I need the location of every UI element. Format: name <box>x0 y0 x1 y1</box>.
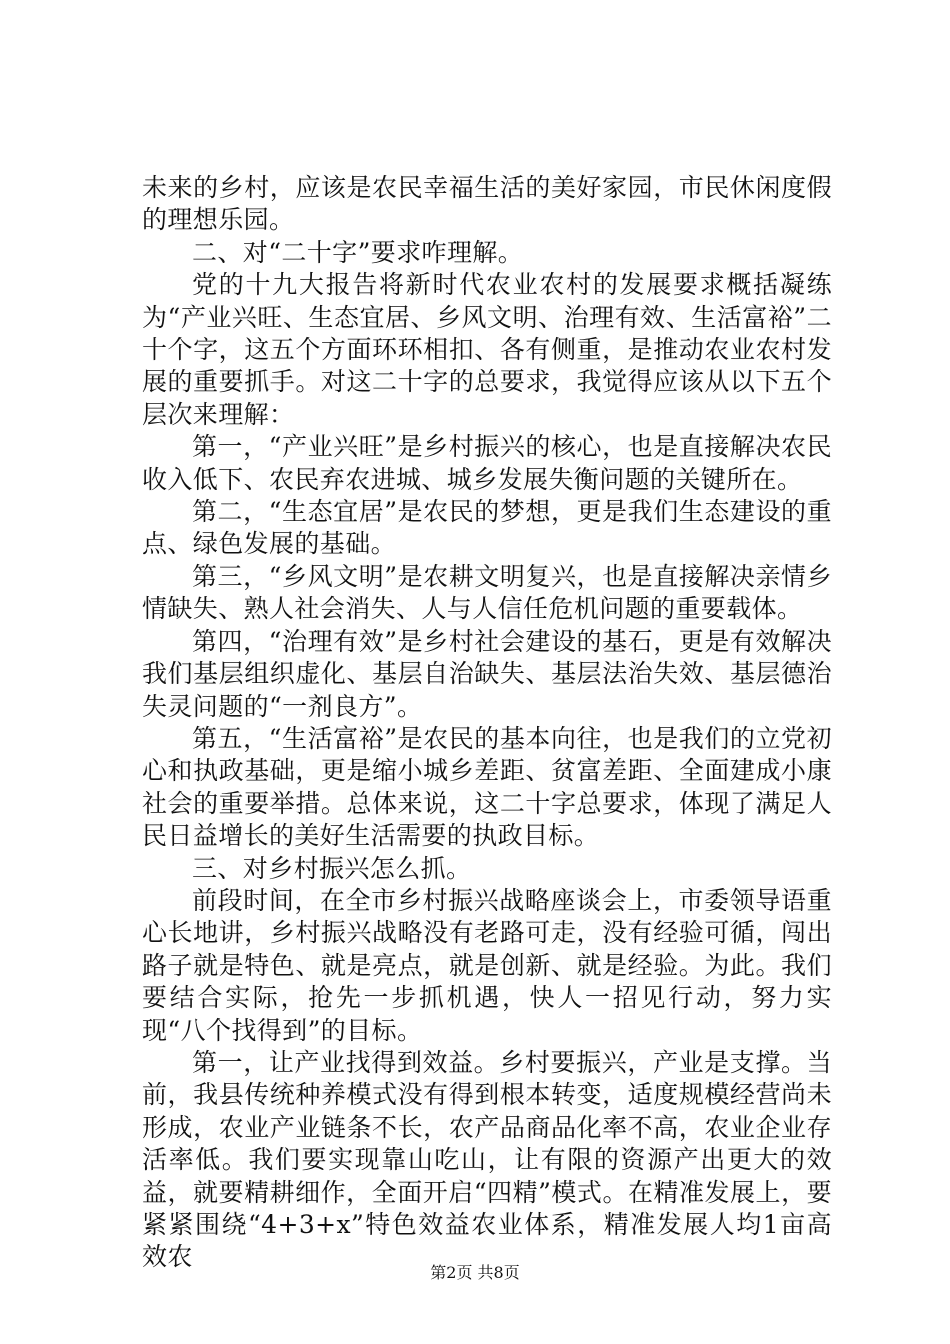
section-heading-three: 三、对乡村振兴怎么抓。 <box>192 853 472 883</box>
paragraph-continuation: 未来的乡村，应该是农民幸福生活的美好家园，市民休闲度假的理想乐园。 <box>142 173 832 235</box>
paragraph: 第三，“乡风文明”是农耕文明复兴，也是直接解决亲情乡情缺失、熟人社会消失、人与人信任危机问题的重要载体。 <box>142 561 832 624</box>
section-heading-two: 二、对“二十字”要求咋理解。 <box>192 237 524 267</box>
paragraph: 第二，“生态宜居”是农民的梦想，更是我们生态建设的重点、绿色发展的基础。 <box>142 497 832 559</box>
page-footer: 第2页 共8页 <box>430 1263 520 1282</box>
paragraph: 前段时间，在全市乡村振兴战略座谈会上，市委领导语重心长地讲，乡村振兴战略没有老路可走，没有经验可循，闯出路子就是特色、就是亮点，就是创新、就是经验。为此。我们要结合实际，抢先一步抓机遇，快人一招见行动，努力实现“八个找得到”的目标。 <box>142 885 832 1045</box>
paragraph: 党的十九大报告将新时代农业农村的发展要求概括凝练为“产业兴旺、生态宜居、乡风文明、治理有效、生活富裕”二十个字，这五个方面环环相扣、各有侧重，是推动农业农村发展的重要抓手。对这二十字的总要求，我觉得应该从以下五个层次来理解： <box>142 270 832 429</box>
paragraph: 第一，“产业兴旺”是乡村振兴的核心，也是直接解决农民收入低下、农民弃农进城、城乡发展失衡问题的关键所在。 <box>142 432 832 494</box>
paragraph: 第五，“生活富裕”是农民的基本向往，也是我们的立党初心和执政基础，更是缩小城乡差距、贫富差距、全面建成小康社会的重要举措。总体来说，这二十字总要求，体现了满足人民日益增长的美好生活需要的执政目标。 <box>142 723 832 851</box>
paragraph: 第一，让产业找得到效益。乡村要振兴，产业是支撑。当前，我县传统种养模式没有得到根本转变，适度规模经营尚未形成，农业产业链条不长，农产品商品化率不高，农业企业存活率低。我们要实现靠山吃山，让有限的资源产出更大的效益，就要精耕细作，全面开启“四精”模式。在精准发展上，要紧紧围绕“4+3+x”特色效益农业体系，精准发展人均1亩高效农 <box>142 1047 832 1272</box>
paragraph: 第四，“治理有效”是乡村社会建设的基石，更是有效解决我们基层组织虚化、基层自治缺失、基层法治失效、基层德治失灵问题的“一剂良方”。 <box>142 626 832 721</box>
document-body <box>142 172 832 1274</box>
